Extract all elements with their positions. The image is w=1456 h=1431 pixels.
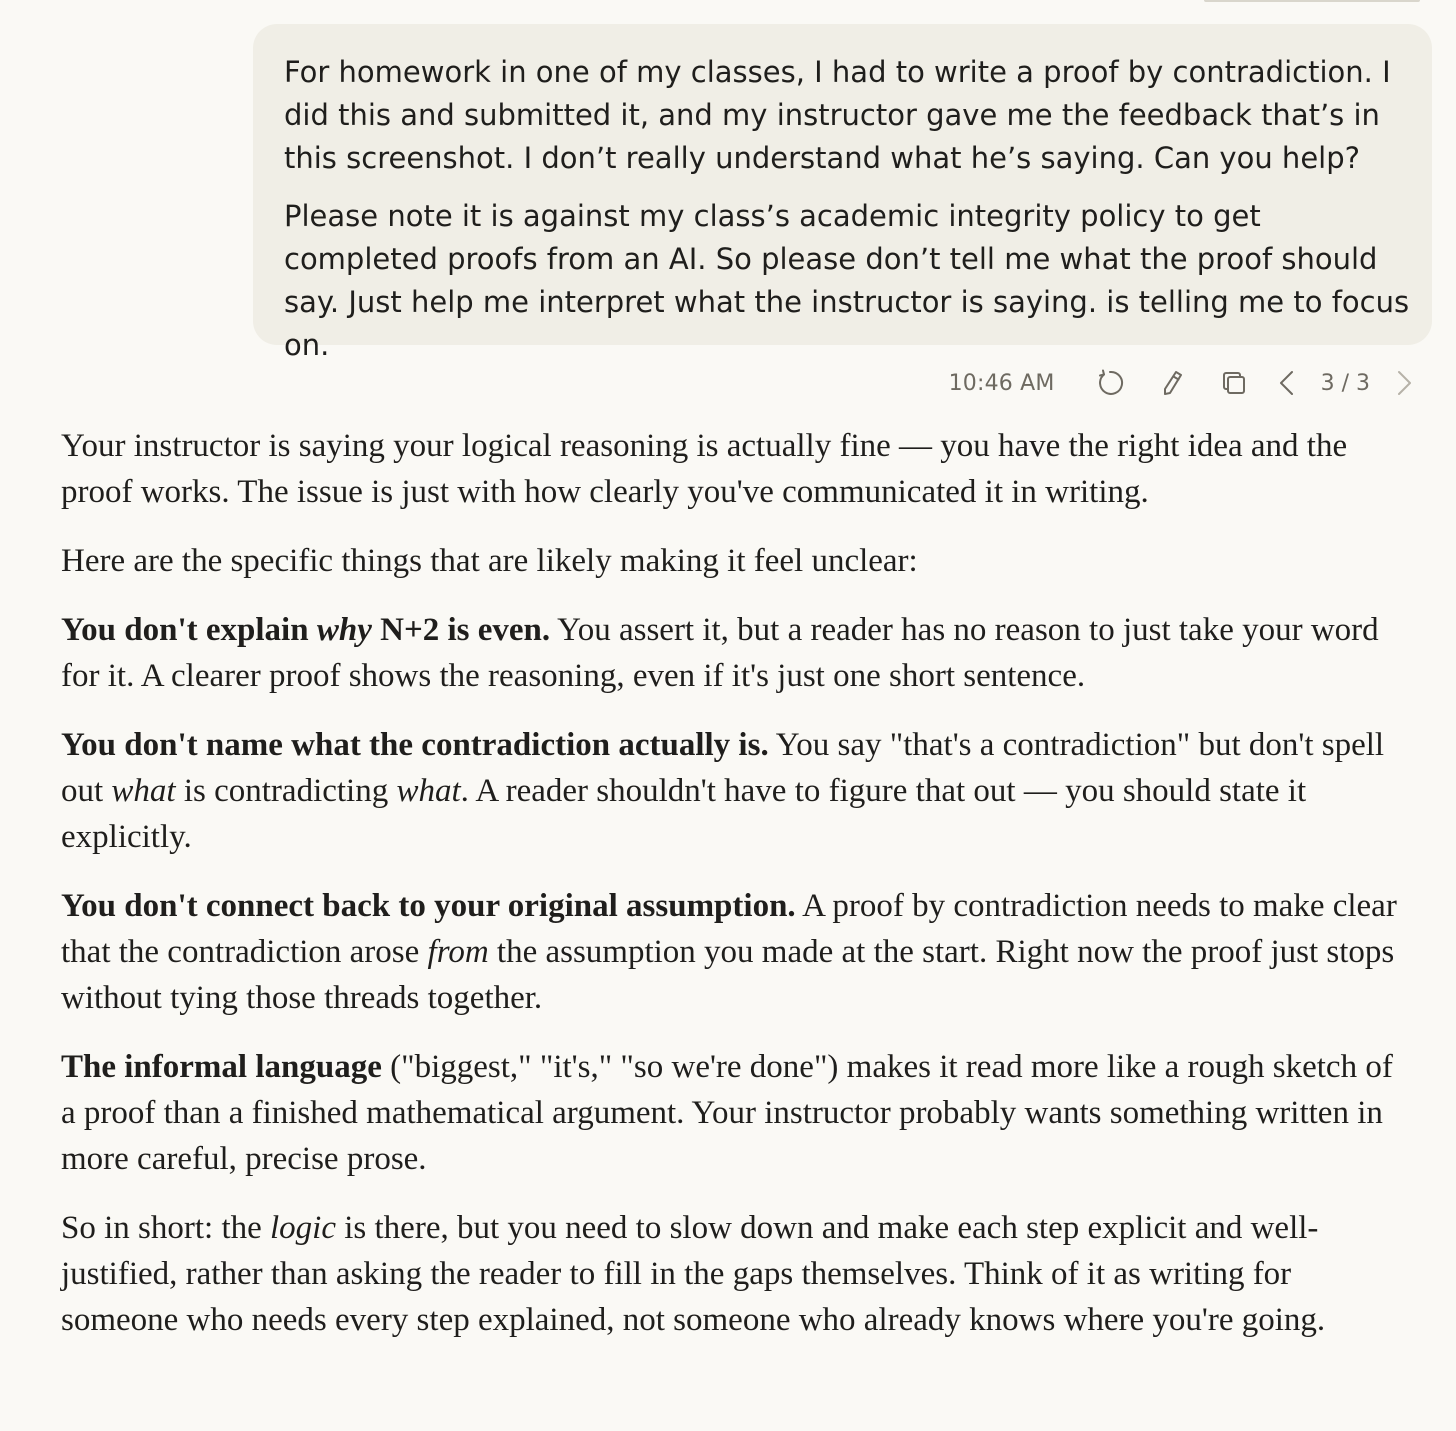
- copy-icon: [1219, 368, 1249, 398]
- user-message-paragraph: Please note it is against my class’s academic integrity policy to get completed proofs from an AI. So please don’t tell me what the proof should say. Just help me interpret what the instructor is saying. is telling me to focus on.: [284, 199, 1410, 362]
- emphasis-text: what: [396, 773, 461, 809]
- body-text: A proof by contradiction needs to make clear that the contradiction arose: [61, 888, 1397, 970]
- retry-button[interactable]: [1091, 364, 1129, 402]
- version-counter: 3 / 3: [1320, 370, 1370, 396]
- body-text: . A reader shouldn't have to figure that out — you should state it explicitly.: [61, 773, 1307, 855]
- emphasis-text: what: [111, 773, 176, 809]
- previous-element-edge: [1204, 0, 1420, 2]
- message-actions-bar: [949, 362, 1426, 404]
- copy-button[interactable]: [1215, 364, 1253, 402]
- edit-icon: [1157, 368, 1187, 398]
- previous-version-button[interactable]: [1269, 364, 1307, 402]
- assistant-paragraph: Your instructor is saying your logical reasoning is actually fine — you have the right idea and the proof works. The issue is just with how clearly you've communicated it in writing.: [61, 428, 1348, 510]
- assistant-message: [61, 423, 1401, 1366]
- message-timestamp: 10:46 AM: [948, 370, 1055, 396]
- emphasis-text: from: [427, 934, 489, 970]
- user-message-paragraph: For homework in one of my classes, I had to write a proof by contradiction. I did this and submitted it, and my instructor gave me the feedback that’s in this screenshot. I don’t really understand what he’s saying. Can you help?: [284, 55, 1391, 175]
- edit-button[interactable]: [1153, 364, 1191, 402]
- retry-icon: [1095, 368, 1125, 398]
- emphasis-text: logic: [270, 1210, 336, 1246]
- version-pager: [1265, 364, 1426, 402]
- assistant-paragraph: [61, 883, 1401, 1021]
- bold-text: N+2 is even.: [371, 612, 551, 648]
- emphasis-text: why: [316, 612, 372, 648]
- chevron-right-icon: [1388, 368, 1418, 398]
- assistant-paragraph: [61, 1205, 1401, 1343]
- bold-text: You don't explain: [61, 612, 317, 648]
- assistant-paragraph: Here are the specific things that are likely making it feel unclear:: [61, 543, 918, 579]
- bold-lead: You don't connect back to your original assumption.: [61, 888, 796, 924]
- body-text: the assumption you made at the start. Right now the proof just stops without tying those threads together.: [61, 934, 1395, 1016]
- assistant-paragraph: [61, 722, 1401, 860]
- bold-lead: The informal language: [61, 1049, 382, 1085]
- body-text: So in short: the: [61, 1210, 271, 1246]
- body-text: is there, but you need to slow down and make each step explicit and well-justified, rather than asking the reader to fill in the gaps themselves. Think of it as writing for someone who needs every step explained, not someone who already knows where you're going.: [61, 1210, 1326, 1338]
- body-text: You say "that's a contradiction" but don't spell out: [61, 727, 1385, 809]
- bold-lead: You don't name what the contradiction actually is.: [61, 727, 769, 763]
- body-text: You assert it, but a reader has no reason to just take your word for it. A clearer proof shows the reasoning, even if it's just one short sentence.: [61, 612, 1379, 694]
- assistant-paragraph: [61, 607, 1401, 699]
- next-version-button[interactable]: [1384, 364, 1422, 402]
- assistant-paragraph: [61, 1044, 1401, 1182]
- user-message-bubble: [253, 24, 1432, 362]
- body-text: is contradicting: [175, 773, 397, 809]
- bold-lead: [61, 612, 550, 648]
- chevron-left-icon: [1273, 368, 1303, 398]
- body-text: ("biggest," "it's," "so we're done") makes it read more like a rough sketch of a proof than a finished mathematical argument. Your instructor probably wants something written in more careful, precise prose.: [61, 1049, 1393, 1177]
